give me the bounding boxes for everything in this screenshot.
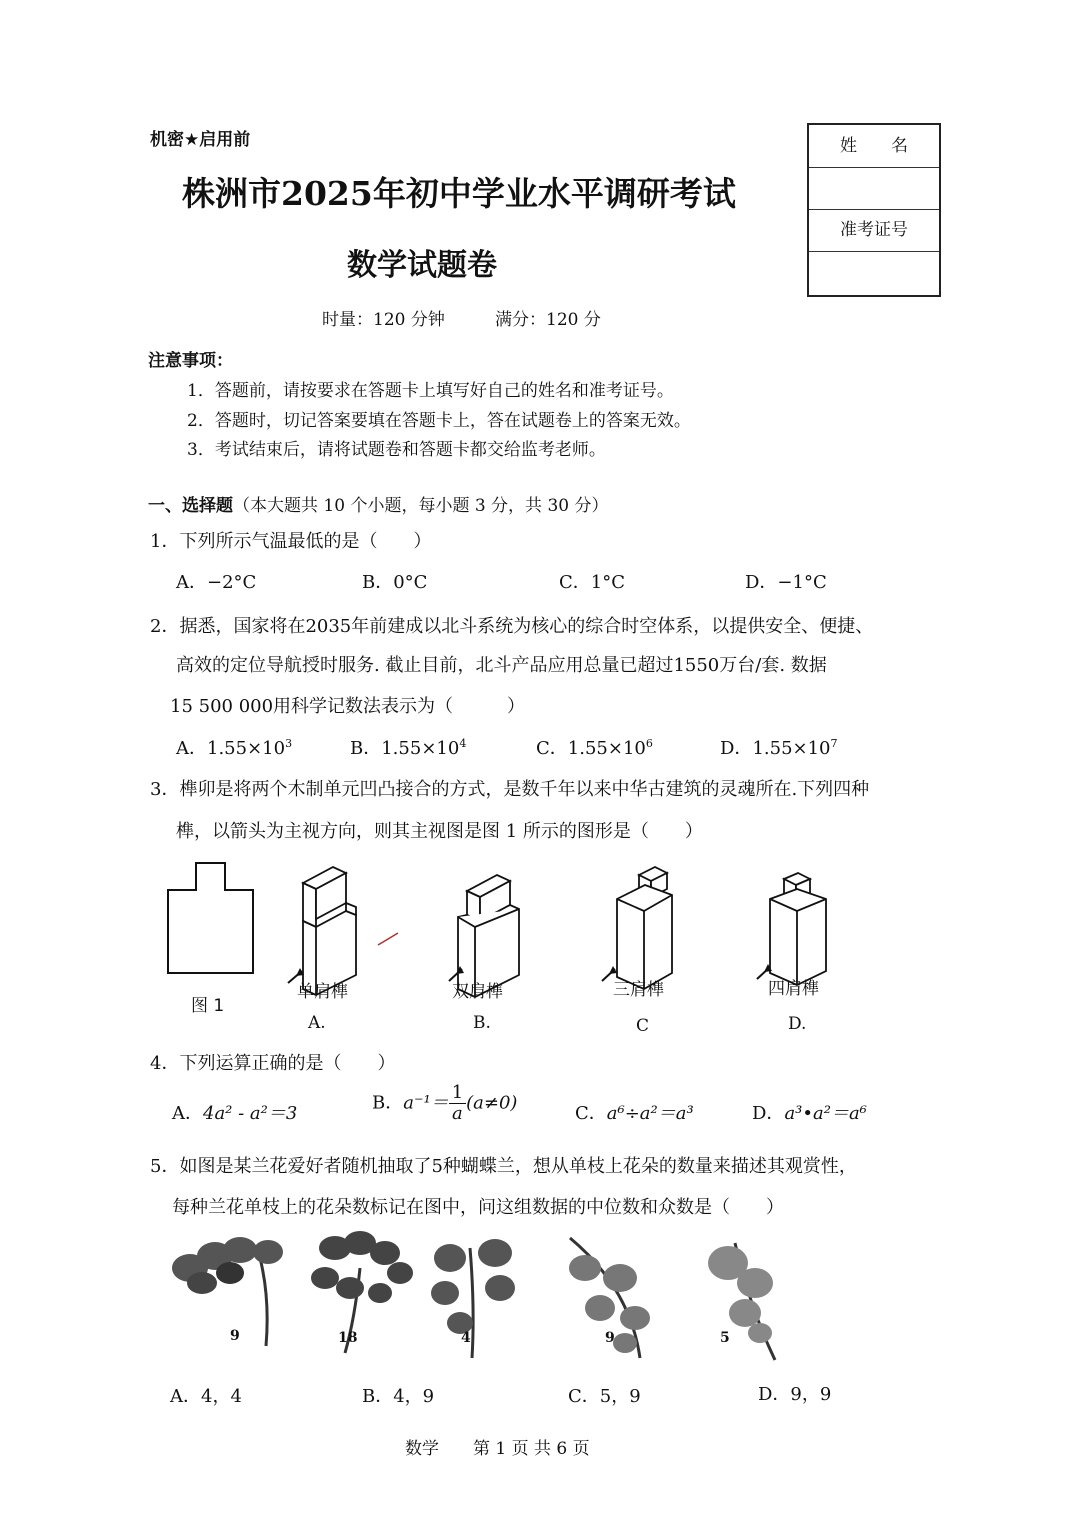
name-field[interactable] (809, 167, 939, 210)
q3-letter-c: C (636, 1016, 650, 1036)
tenon-four-shoulder (770, 873, 826, 985)
orchid-images (160, 1228, 800, 1368)
confidential-mark: 机密★启用前 (150, 130, 251, 150)
id-label: 准考证号 (809, 209, 939, 252)
q4-fraction: $\frac{1}{a}$ (449, 1083, 466, 1124)
q3-letter-d: D. (788, 1014, 807, 1034)
q5-option-d: D．9，9 (758, 1384, 832, 1405)
page-footer: 数学 第 1 页 共 6 页 (405, 1439, 590, 1459)
section-title: 一、选择题 (148, 496, 233, 516)
q3-figures (0, 855, 1080, 1045)
q4-stem: 4．下列运算正确的是（ ） (150, 1053, 396, 1074)
tenon-name-d: 四肩榫 (768, 979, 819, 999)
figure-1-front-view (168, 863, 253, 973)
q3-line2: 榫，以箭头为主视方向，则其主视图是图 1 所示的图形是（ ） (176, 821, 703, 842)
q5-line1: 5．如图是某兰花爱好者随机抽取了5种蝴蝶兰，想从单枝上花朵的数量来描述其观赏性， (150, 1156, 857, 1177)
orchid-1-image (172, 1237, 283, 1346)
note-item: 1．答题前，请按要求在答题卡上填写好自己的姓名和准考证号。 (187, 381, 674, 401)
tenon-single-shoulder (303, 867, 356, 995)
notes-heading: 注意事项： (148, 351, 233, 371)
q2-line1: 2．据悉，国家将在2035年前建成以北斗系统为核心的综合时空体系，以提供安全、便捷、 (150, 616, 874, 637)
pen-mark (378, 933, 398, 945)
exam-time: 时量：120 分钟 (322, 310, 445, 330)
figure-1-label: 图 1 (191, 996, 225, 1016)
section-desc: （本大题共 10 个小题，每小题 3 分，共 30 分） (233, 496, 609, 516)
q3-line1: 3．榫卯是将两个木制单元凹凸接合的方式，是数千年以来中华古建筑的灵魂所在.下列四种 (150, 779, 870, 800)
orchid-3-image (431, 1239, 515, 1358)
orchid-2-image (311, 1231, 413, 1353)
note-item: 3．考试结束后，请将试题卷和答题卡都交给监考老师。 (187, 440, 606, 460)
q5-option-a: A．4，4 (170, 1386, 242, 1407)
q4-option-b: B．a⁻¹＝ $\frac{1}{a}$ (a≠0) (372, 1082, 518, 1124)
exam-score: 满分：120 分 (495, 310, 601, 330)
q1-option-d: D．−1°C (745, 572, 827, 593)
q1-option-a: A．−2°C (176, 572, 257, 593)
q2-option-c: C．$1.55\times 10^6$ (536, 737, 653, 759)
name-label: 姓 名 (809, 125, 939, 168)
q5-line2: 每种兰花单枝上的花朵数标记在图中，问这组数据的中位数和众数是（ ） (172, 1197, 784, 1218)
section-heading (148, 491, 609, 516)
q1-option-b: B．0°C (362, 572, 428, 593)
q5-option-b: B．4，9 (362, 1386, 435, 1407)
tenon-name-a: 单肩榫 (297, 982, 348, 1002)
orchid-5-image (708, 1243, 775, 1360)
orchid-2-count: 18 (338, 1330, 358, 1346)
q3-letter-b: B. (473, 1013, 491, 1033)
orchid-4-count: 9 (605, 1330, 615, 1346)
q4-option-c: C．a⁶÷a²＝a³ (575, 1103, 694, 1124)
orchid-3-count: 4 (461, 1330, 471, 1346)
exam-subtitle: 数学试题卷 (347, 248, 497, 283)
tenon-three-shoulder (617, 867, 672, 989)
q5-option-c: C．5，9 (568, 1386, 641, 1407)
q4-option-d: D．a³•a²＝a⁶ (752, 1103, 867, 1124)
q2-option-b: B．$1.55\times 10^4$ (350, 737, 467, 759)
id-field[interactable] (809, 251, 939, 293)
q2-line2: 高效的定位导航授时服务. 截止目前，北斗产品应用总量已超过1550万台/套. 数据 (176, 655, 827, 676)
q2-line3: 15 500 000用科学记数法表示为（ ） (170, 696, 526, 717)
q2-option-a: A．$1.55\times 10^3$ (176, 737, 293, 759)
q4-option-a: A．4a² - a²＝3 (172, 1103, 298, 1124)
arrowhead-c (609, 966, 617, 974)
tenon-name-c: 三肩榫 (613, 980, 664, 1000)
exam-title: 株洲市2025年初中学业水平调研考试 (182, 174, 736, 213)
orchid-1-count: 9 (230, 1328, 240, 1344)
orchid-5-count: 5 (720, 1330, 730, 1346)
q1-option-c: C．1°C (559, 572, 625, 593)
note-item: 2．答题时，切记答案要填在答题卡上，答在试题卷上的答案无效。 (187, 411, 691, 431)
tenon-name-b: 双肩榫 (452, 982, 503, 1002)
q1-stem: 1．下列所示气温最低的是（ ） (150, 531, 432, 552)
q3-letter-a: A. (308, 1013, 326, 1033)
q2-option-d: D．$1.55\times 10^7$ (720, 737, 838, 759)
candidate-info-box (807, 123, 941, 297)
